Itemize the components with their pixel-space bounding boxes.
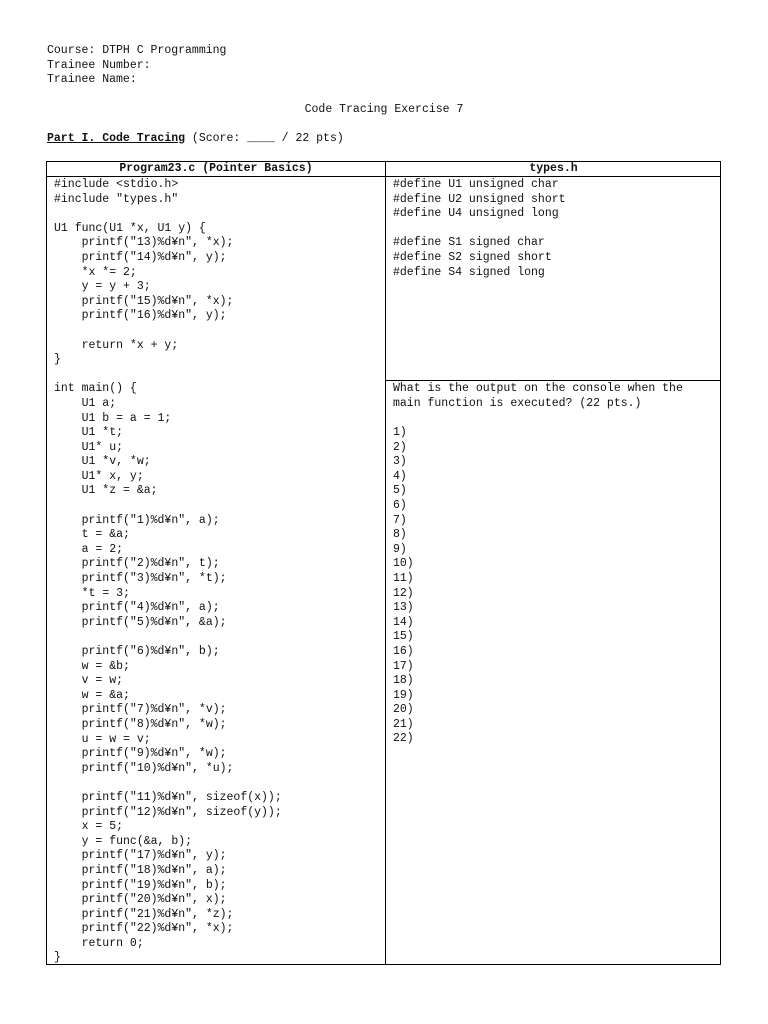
code-line: v = w; <box>54 674 124 688</box>
code-line: U1* u; <box>54 440 124 454</box>
code-line: y = func(&a, b); <box>54 834 193 848</box>
code-line: printf("8)%d¥n", *w); <box>54 717 227 731</box>
code-line: printf("22)%d¥n", *x); <box>54 922 234 936</box>
exercise-table <box>46 161 721 965</box>
part-score: (Score: ____ / 22 pts) <box>185 132 344 145</box>
course-line: Course: DTPH C Programming <box>47 44 227 57</box>
code-line: printf("12)%d¥n", sizeof(y)); <box>54 805 282 819</box>
code-line: U1 *t; <box>54 426 124 440</box>
answer-line: 18) <box>393 674 414 688</box>
types-line: #define S1 signed char <box>393 236 545 250</box>
header-divider <box>47 176 720 177</box>
types-line: #define U1 unsigned char <box>393 178 559 191</box>
answer-line: 2) <box>393 440 407 454</box>
answer-line: 3) <box>393 455 407 469</box>
code-line <box>54 324 282 339</box>
code-line: *x *= 2; <box>54 265 137 279</box>
code-line: a = 2; <box>54 542 124 556</box>
code-line: printf("15)%d¥n", *x); <box>54 294 234 308</box>
question-line: main function is executed? (22 pts.) <box>393 396 642 410</box>
types-line <box>393 222 566 237</box>
code-line: printf("19)%d¥n", b); <box>54 878 227 892</box>
part-label: Part I. Code Tracing <box>47 132 186 145</box>
answer-line: 14) <box>393 615 414 629</box>
answer-line: 11) <box>393 571 414 585</box>
code-line: w = &a; <box>54 688 130 702</box>
answer-line: 21) <box>393 717 414 731</box>
answer-line: 9) <box>393 542 407 556</box>
column-divider <box>385 162 386 964</box>
types-line: #define U4 unsigned long <box>393 207 559 221</box>
code-line: printf("14)%d¥n", y); <box>54 250 227 264</box>
answer-line: 12) <box>393 586 414 600</box>
program-code <box>54 178 282 966</box>
code-line: printf("13)%d¥n", *x); <box>54 236 234 250</box>
code-line: u = w = v; <box>54 732 151 746</box>
code-line: printf("1)%d¥n", a); <box>54 513 220 527</box>
code-line <box>54 630 282 645</box>
code-line: #include "types.h" <box>54 192 179 206</box>
code-line: printf("7)%d¥n", *v); <box>54 703 227 717</box>
answer-line: 8) <box>393 528 407 542</box>
types-line: #define S2 signed short <box>393 250 552 264</box>
answer-line: 6) <box>393 498 407 512</box>
code-line: return *x + y; <box>54 338 179 352</box>
code-line: printf("20)%d¥n", x); <box>54 893 227 907</box>
answer-line: 10) <box>393 557 414 571</box>
code-line: U1 a; <box>54 396 117 410</box>
code-line: #include <stdio.h> <box>54 178 179 191</box>
code-line: } <box>54 951 61 965</box>
code-line: printf("11)%d¥n", sizeof(x)); <box>54 790 282 804</box>
code-line: printf("21)%d¥n", *z); <box>54 907 234 921</box>
code-line: printf("16)%d¥n", y); <box>54 309 227 323</box>
answer-line: 1) <box>393 426 407 439</box>
answer-line: 22) <box>393 732 414 746</box>
answer-line: 19) <box>393 688 414 702</box>
right-cell-divider <box>385 380 720 381</box>
code-line <box>54 499 282 514</box>
code-line: U1 *v, *w; <box>54 455 151 469</box>
code-line: printf("18)%d¥n", a); <box>54 863 227 877</box>
exercise-title: Code Tracing Exercise 7 <box>304 103 464 116</box>
code-line: printf("5)%d¥n", &a); <box>54 615 227 629</box>
types-line: #define S4 signed long <box>393 265 545 279</box>
code-line: x = 5; <box>54 820 124 834</box>
answer-line: 20) <box>393 703 414 717</box>
code-line: *t = 3; <box>54 586 130 600</box>
code-line: } <box>54 353 61 367</box>
code-line: printf("17)%d¥n", y); <box>54 849 227 863</box>
code-line <box>54 776 282 791</box>
answer-line: 5) <box>393 484 407 498</box>
code-line: int main() { <box>54 382 137 396</box>
code-line: t = &a; <box>54 528 130 542</box>
answer-list <box>393 426 414 747</box>
code-line: y = y + 3; <box>54 280 151 294</box>
code-line: printf("10)%d¥n", *u); <box>54 761 234 775</box>
answer-line: 4) <box>393 469 407 483</box>
code-line: U1 func(U1 *x, U1 y) { <box>54 221 206 235</box>
answer-line: 17) <box>393 659 414 673</box>
answer-line: 16) <box>393 644 414 658</box>
code-line: printf("4)%d¥n", a); <box>54 601 220 615</box>
code-line: U1* x, y; <box>54 469 144 483</box>
code-line: return 0; <box>54 936 144 950</box>
trainee-number-line: Trainee Number: <box>47 58 151 72</box>
code-line: printf("6)%d¥n", b); <box>54 645 220 658</box>
code-line <box>54 207 282 222</box>
answer-line: 13) <box>393 601 414 615</box>
code-line: printf("9)%d¥n", *w); <box>54 747 227 761</box>
question-line: What is the output on the console when the <box>393 382 683 395</box>
trainee-info <box>47 44 226 88</box>
code-line <box>54 368 282 383</box>
code-line: U1 b = a = 1; <box>54 411 172 425</box>
program-column-header: Program23.c (Pointer Basics) <box>119 162 313 175</box>
code-line: w = &b; <box>54 659 130 673</box>
question-text <box>393 382 683 411</box>
types-column-header: types.h <box>529 162 578 175</box>
code-line: U1 *z = &a; <box>54 484 158 498</box>
types-header-code <box>393 178 566 280</box>
part-heading <box>47 132 344 145</box>
answer-line: 15) <box>393 630 414 644</box>
code-line: printf("3)%d¥n", *t); <box>54 572 227 586</box>
answer-line: 7) <box>393 513 407 527</box>
trainee-name-line: Trainee Name: <box>47 73 137 86</box>
types-line: #define U2 unsigned short <box>393 192 566 206</box>
code-line: printf("2)%d¥n", t); <box>54 557 220 571</box>
